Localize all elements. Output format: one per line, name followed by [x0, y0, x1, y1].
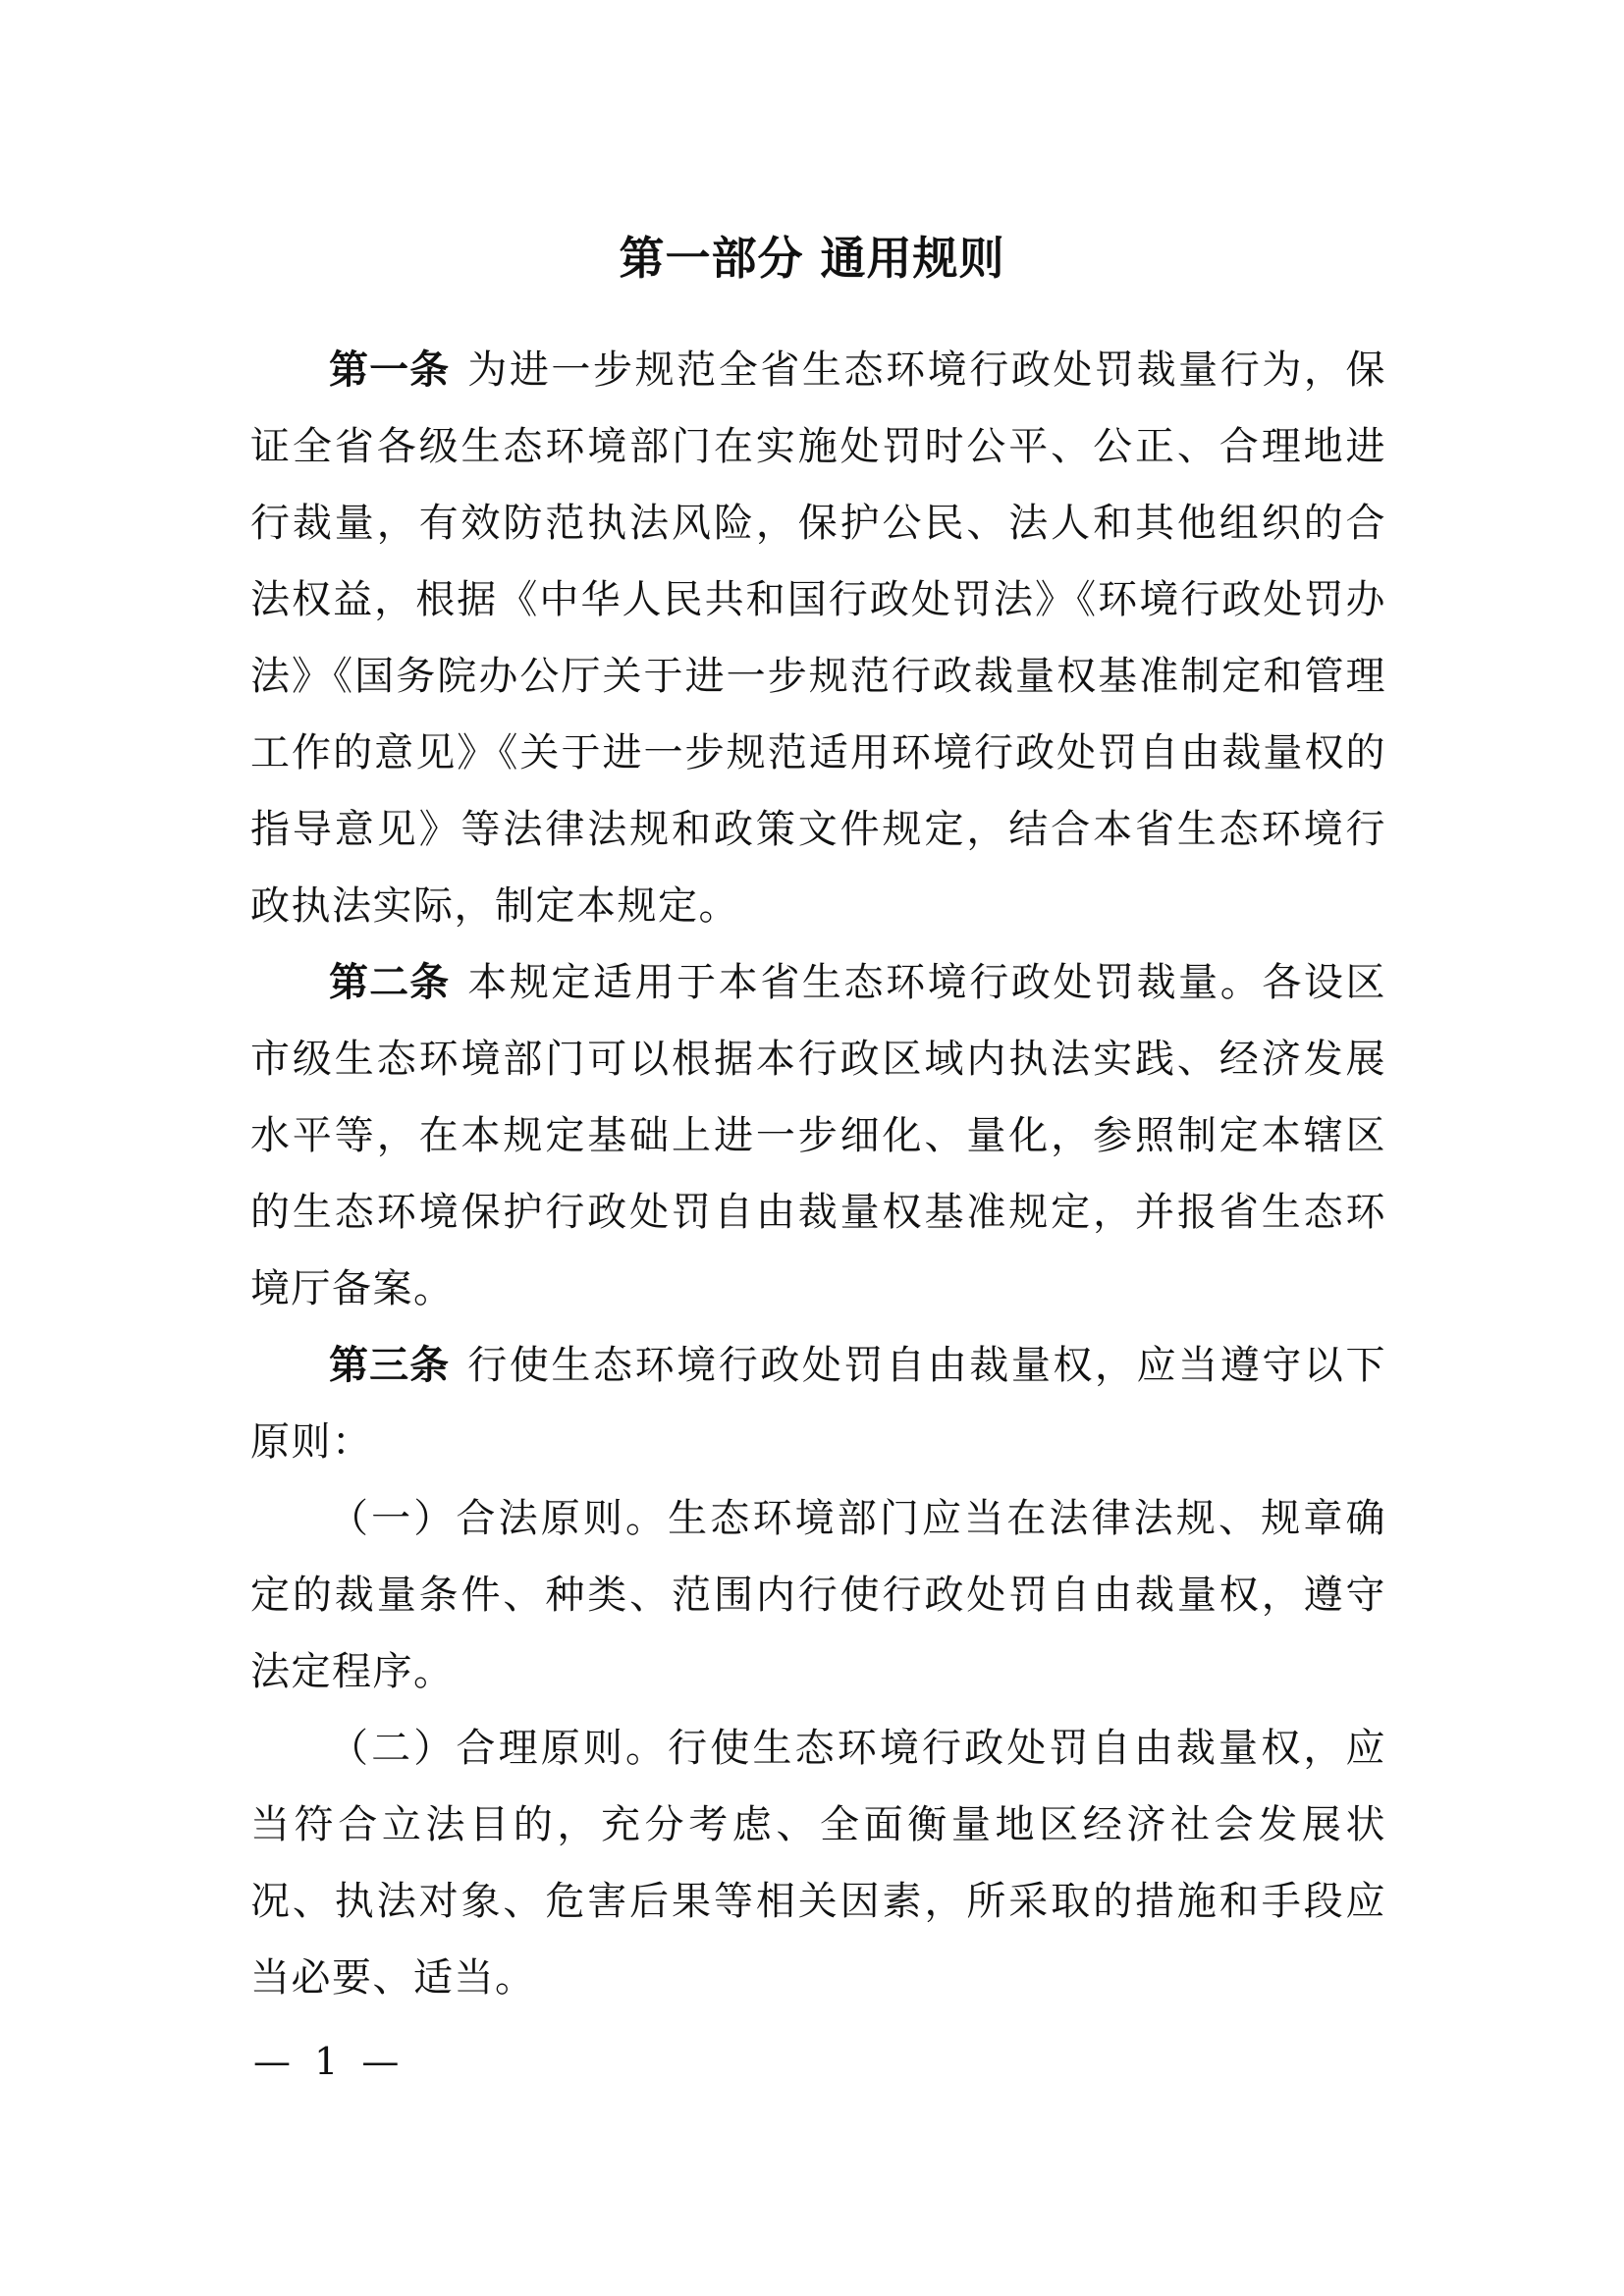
article-text: 为进一步规范全省生态环境行政处罚裁量行为，保证全省各级生态环境部门在实施处罚时公平、公正、合理地进行裁量，有效防范执法风险，保护公民、法人和其他组织的合法权益，根据《中华人民共和国行政处罚法》《环境行政处罚办法》《国务院办公厅关于进一步规范行政裁量权基准制定和管理工作的意见》《关于进一步规范适用环境行政处罚自由裁量权的指导意见》等法律法规和政策文件规定，结合本省生态环境行政执法实际，制定本规定。 — [250, 347, 1386, 929]
article-label: 第二条 — [329, 960, 451, 1005]
principle-legality — [250, 1480, 1386, 1710]
section-title: 第一部分 通用规则 — [619, 232, 1005, 285]
article-text: 行使生态环境行政处罚自由裁量权，应当遵守以下原则： — [250, 1343, 1386, 1465]
page-number: — 1 — — [253, 2040, 406, 2083]
article-label: 第三条 — [329, 1343, 451, 1388]
principle-reasonableness — [250, 1710, 1386, 2016]
article-2 — [250, 944, 1386, 1327]
principle-text: （二）合理原则。行使生态环境行政处罚自由裁量权，应当符合立法目的，充分考虑、全面衡量地区经济社会发展状况、执法对象、危害后果等相关因素，所采取的措施和手段应当必要、适当。 — [250, 1726, 1386, 2001]
document-body — [250, 332, 1386, 2016]
article-label: 第一条 — [329, 347, 451, 393]
article-text: 本规定适用于本省生态环境行政处罚裁量。各设区市级生态环境部门可以根据本行政区域内执法实践、经济发展水平等，在本规定基础上进一步细化、量化，参照制定本辖区的生态环境保护行政处罚自由裁量权基准规定，并报省生态环境厅备案。 — [250, 960, 1386, 1311]
article-3 — [250, 1327, 1386, 1480]
article-1 — [250, 332, 1386, 944]
principle-text: （一）合法原则。生态环境部门应当在法律法规、规章确定的裁量条件、种类、范围内行使行政处罚自由裁量权，遵守法定程序。 — [250, 1496, 1386, 1694]
